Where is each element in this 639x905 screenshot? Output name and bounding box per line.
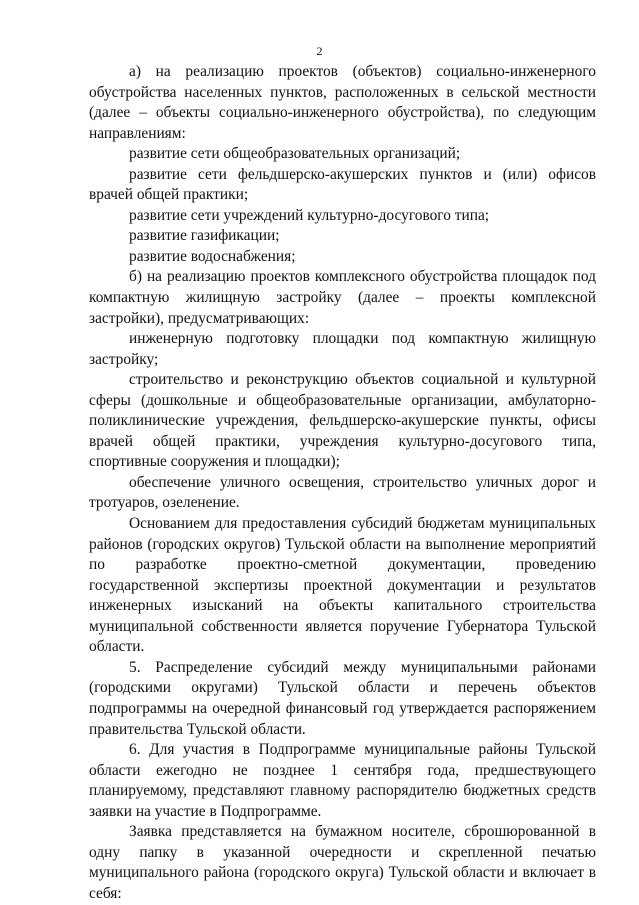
list-item-water-supply: развитие водоснабжения; xyxy=(129,247,296,265)
paragraph-complex-development: б) на реализацию проектов комплексного обустройства площадок под компактную жилищную застройку (далее – проекты комплексной застройки), предусматривающих: xyxy=(89,268,596,327)
list-item-culture-institutions: развитие сети учреждений культурно-досугового типа; xyxy=(129,206,490,224)
list-item-site-preparation: инженерную подготовку площадки под компактную жилищную застройку; xyxy=(89,330,596,368)
list-item-street-lighting: обеспечение уличного освещения, строительство уличных дорог и тротуаров, озеленение. xyxy=(89,473,596,512)
paragraph-subsidy-directions: а) на реализацию проектов (объектов) социально-инженерного обустройства населенных пунктов, расположенных в сельской местности (далее – объекты социально-инженерного обустройства), по следующим направлениям: xyxy=(89,63,596,142)
paragraph-section-5: 5. Распределение субсидий между муниципальными районами (городскими округами) Тульской области и перечень объектов подпрограммы на очередной финансовый год утверждается распоряжением правительства Тульской области. xyxy=(89,658,596,738)
list-item-gasification: развитие газификации; xyxy=(129,227,280,245)
list-item-medical-points: развитие сети фельдшерско-акушерских пунктов и (или) офисов врачей общей практики; xyxy=(89,165,596,204)
page-number: 2 xyxy=(316,44,323,58)
paragraph-basis-for-subsidies: Основанием для предоставления субсидий бюджетам муниципальных районов (городских округов) Тульской области на выполнение мероприятий по разработке проектно-сметной документации, проведению государственной экспертизы проектной документации и результатов инженерных изысканий на объекты капитального строительства муниципальной собственности является поручение Губернатора Тульской области. xyxy=(89,515,596,656)
paragraph-section-6: 6. Для участия в Подпрограмме муниципальные районы Тульской области ежегодно не позднее 1 сентября года, предшествующего планируемому, представляют главному распорядителю бюджетных средств заявки на участие в Подпрограмме. xyxy=(89,741,596,820)
paragraph-application: Заявка представляется на бумажном носителе, сброшюрованной в одну папку в указанной очередности и скрепленной печатью муниципального района (городского округа) Тульской области и включает в себя: xyxy=(89,823,596,902)
list-item-schools: развитие сети общеобразовательных организаций; xyxy=(129,145,461,163)
document-body xyxy=(89,62,596,904)
list-item-social-construction: строительство и реконструкцию объектов социальной и культурной сферы (дошкольные и общеобразовательные организации, амбулаторно-поликлинические учреждения, фельдшерско-акушерские пункты, офисы врачей общей практики, учреждения культурно-досугового типа, спортивные сооружения и площадки); xyxy=(89,371,596,471)
